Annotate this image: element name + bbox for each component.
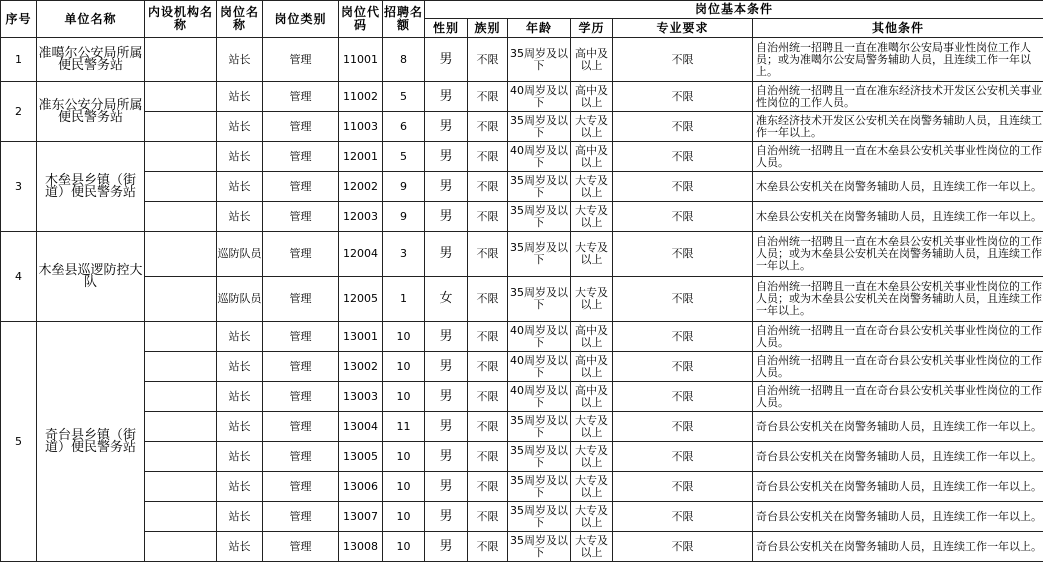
header-age: 年龄 — [508, 19, 571, 38]
gender: 男 — [425, 112, 468, 142]
post-category: 管理 — [263, 142, 339, 172]
ethnicity: 不限 — [468, 172, 508, 202]
other-conditions: 自治州统一招聘且一直在木垒县公安机关事业性岗位的工作人员。 — [753, 142, 1043, 172]
post-code: 13002 — [339, 352, 383, 382]
post-code: 13004 — [339, 412, 383, 442]
education: 高中及以上 — [571, 382, 613, 412]
post-name: 站长 — [217, 112, 263, 142]
post-code: 11001 — [339, 38, 383, 82]
row-index: 5 — [1, 322, 37, 562]
gender: 男 — [425, 142, 468, 172]
post-code: 12002 — [339, 172, 383, 202]
quota: 10 — [383, 442, 425, 472]
header-ethnicity: 族别 — [468, 19, 508, 38]
internal-dept-cell — [145, 322, 217, 352]
post-name: 站长 — [217, 532, 263, 562]
internal-dept-cell — [145, 142, 217, 172]
table-row — [1, 442, 1043, 472]
ethnicity: 不限 — [468, 142, 508, 172]
gender: 男 — [425, 82, 468, 112]
table-row — [1, 82, 1043, 112]
post-code: 13008 — [339, 532, 383, 562]
internal-dept-cell — [145, 277, 217, 322]
post-code: 11003 — [339, 112, 383, 142]
other-conditions: 奇台县公安机关在岗警务辅助人员，且连续工作一年以上。 — [753, 532, 1043, 562]
education: 高中及以上 — [571, 38, 613, 82]
post-category: 管理 — [263, 382, 339, 412]
table-body — [1, 38, 1043, 562]
quota: 10 — [383, 502, 425, 532]
ethnicity: 不限 — [468, 202, 508, 232]
header-index: 序号 — [1, 1, 37, 38]
age: 35周岁及以下 — [508, 472, 571, 502]
gender: 男 — [425, 172, 468, 202]
age: 35周岁及以下 — [508, 532, 571, 562]
header-internal-dept: 内设机构名称 — [145, 1, 217, 38]
education: 大专及以上 — [571, 442, 613, 472]
other-conditions: 准东经济技术开发区公安机关在岗警务辅助人员，且连续工作一年以上。 — [753, 112, 1043, 142]
post-name: 巡防队员 — [217, 277, 263, 322]
education: 大专及以上 — [571, 472, 613, 502]
internal-dept-cell — [145, 112, 217, 142]
other-conditions: 木垒县公安机关在岗警务辅助人员，且连续工作一年以上。 — [753, 172, 1043, 202]
row-index: 1 — [1, 38, 37, 82]
gender: 男 — [425, 202, 468, 232]
education: 高中及以上 — [571, 352, 613, 382]
major: 不限 — [613, 112, 753, 142]
table-row — [1, 38, 1043, 82]
age: 40周岁及以下 — [508, 382, 571, 412]
post-code: 13003 — [339, 382, 383, 412]
age: 35周岁及以下 — [508, 412, 571, 442]
internal-dept-cell — [145, 382, 217, 412]
gender: 男 — [425, 532, 468, 562]
age: 35周岁及以下 — [508, 202, 571, 232]
header-post-code: 岗位代码 — [339, 1, 383, 38]
quota: 3 — [383, 232, 425, 277]
major: 不限 — [613, 38, 753, 82]
quota: 9 — [383, 172, 425, 202]
education: 大专及以上 — [571, 502, 613, 532]
other-conditions: 自治州统一招聘且一直在准东经济技术开发区公安机关事业性岗位的工作人员。 — [753, 82, 1043, 112]
post-code: 13001 — [339, 322, 383, 352]
post-category: 管理 — [263, 172, 339, 202]
post-code: 13007 — [339, 502, 383, 532]
post-name: 站长 — [217, 82, 263, 112]
quota: 10 — [383, 472, 425, 502]
major: 不限 — [613, 82, 753, 112]
quota: 1 — [383, 277, 425, 322]
ethnicity: 不限 — [468, 502, 508, 532]
age: 35周岁及以下 — [508, 277, 571, 322]
header-major: 专业要求 — [613, 19, 753, 38]
education: 高中及以上 — [571, 142, 613, 172]
post-name: 站长 — [217, 472, 263, 502]
ethnicity: 不限 — [468, 382, 508, 412]
table-row — [1, 322, 1043, 352]
post-category: 管理 — [263, 322, 339, 352]
table-row — [1, 202, 1043, 232]
major: 不限 — [613, 232, 753, 277]
age: 35周岁及以下 — [508, 442, 571, 472]
post-name: 站长 — [217, 442, 263, 472]
quota: 8 — [383, 38, 425, 82]
table-row — [1, 352, 1043, 382]
gender: 男 — [425, 352, 468, 382]
age: 40周岁及以下 — [508, 352, 571, 382]
ethnicity: 不限 — [468, 472, 508, 502]
unit-name: 木垒县巡逻防控大队 — [37, 232, 145, 322]
other-conditions: 奇台县公安机关在岗警务辅助人员，且连续工作一年以上。 — [753, 472, 1043, 502]
unit-name: 木垒县乡镇（街道）便民警务站 — [37, 142, 145, 232]
education: 高中及以上 — [571, 82, 613, 112]
header-other: 其他条件 — [753, 19, 1043, 38]
post-name: 站长 — [217, 382, 263, 412]
header-education: 学历 — [571, 19, 613, 38]
other-conditions: 自治州统一招聘且一直在木垒县公安机关事业性岗位的工作人员；或为木垒县公安机关在岗警务辅助人员，且连续工作一年以上。 — [753, 232, 1043, 277]
post-name: 站长 — [217, 352, 263, 382]
header-quota: 招聘名额 — [383, 1, 425, 38]
other-conditions: 自治州统一招聘且一直在奇台县公安机关事业性岗位的工作人员。 — [753, 382, 1043, 412]
ethnicity: 不限 — [468, 38, 508, 82]
quota: 5 — [383, 82, 425, 112]
age: 35周岁及以下 — [508, 172, 571, 202]
ethnicity: 不限 — [468, 322, 508, 352]
other-conditions: 奇台县公安机关在岗警务辅助人员，且连续工作一年以上。 — [753, 502, 1043, 532]
quota: 6 — [383, 112, 425, 142]
ethnicity: 不限 — [468, 352, 508, 382]
table-row — [1, 277, 1043, 322]
post-category: 管理 — [263, 442, 339, 472]
header-post-name: 岗位名称 — [217, 1, 263, 38]
ethnicity: 不限 — [468, 82, 508, 112]
education: 高中及以上 — [571, 322, 613, 352]
major: 不限 — [613, 472, 753, 502]
internal-dept-cell — [145, 352, 217, 382]
post-category: 管理 — [263, 202, 339, 232]
table-row — [1, 172, 1043, 202]
post-category: 管理 — [263, 412, 339, 442]
header-basic-conditions: 岗位基本条件 — [425, 1, 1043, 19]
table-row — [1, 142, 1043, 172]
education: 大专及以上 — [571, 202, 613, 232]
quota: 9 — [383, 202, 425, 232]
post-code: 12001 — [339, 142, 383, 172]
ethnicity: 不限 — [468, 412, 508, 442]
post-category: 管理 — [263, 232, 339, 277]
post-category: 管理 — [263, 532, 339, 562]
gender: 男 — [425, 322, 468, 352]
age: 35周岁及以下 — [508, 502, 571, 532]
post-name: 站长 — [217, 502, 263, 532]
post-name: 站长 — [217, 142, 263, 172]
internal-dept-cell — [145, 82, 217, 112]
post-category: 管理 — [263, 38, 339, 82]
unit-name: 奇台县乡镇（街道）便民警务站 — [37, 322, 145, 562]
age: 40周岁及以下 — [508, 82, 571, 112]
major: 不限 — [613, 172, 753, 202]
other-conditions: 木垒县公安机关在岗警务辅助人员，且连续工作一年以上。 — [753, 202, 1043, 232]
post-category: 管理 — [263, 112, 339, 142]
header-post-category: 岗位类别 — [263, 1, 339, 38]
quota: 5 — [383, 142, 425, 172]
row-index: 2 — [1, 82, 37, 142]
ethnicity: 不限 — [468, 532, 508, 562]
ethnicity: 不限 — [468, 232, 508, 277]
table-row — [1, 412, 1043, 442]
unit-name: 准东公安分局所属便民警务站 — [37, 82, 145, 142]
internal-dept-cell — [145, 232, 217, 277]
other-conditions: 自治州统一招聘且一直在木垒县公安机关事业性岗位的工作人员；或为木垒县公安机关在岗警务辅助人员，且连续工作一年以上。 — [753, 277, 1043, 322]
other-conditions: 奇台县公安机关在岗警务辅助人员，且连续工作一年以上。 — [753, 412, 1043, 442]
header-unit-name: 单位名称 — [37, 1, 145, 38]
quota: 10 — [383, 382, 425, 412]
table-row — [1, 532, 1043, 562]
major: 不限 — [613, 412, 753, 442]
gender: 男 — [425, 38, 468, 82]
table-row — [1, 382, 1043, 412]
major: 不限 — [613, 352, 753, 382]
post-category: 管理 — [263, 472, 339, 502]
education: 大专及以上 — [571, 232, 613, 277]
post-category: 管理 — [263, 277, 339, 322]
row-index: 3 — [1, 142, 37, 232]
table-row — [1, 472, 1043, 502]
post-name: 站长 — [217, 322, 263, 352]
internal-dept-cell — [145, 532, 217, 562]
ethnicity: 不限 — [468, 112, 508, 142]
quota: 10 — [383, 322, 425, 352]
ethnicity: 不限 — [468, 277, 508, 322]
age: 35周岁及以下 — [508, 232, 571, 277]
major: 不限 — [613, 382, 753, 412]
internal-dept-cell — [145, 442, 217, 472]
internal-dept-cell — [145, 202, 217, 232]
gender: 男 — [425, 232, 468, 277]
quota: 11 — [383, 412, 425, 442]
post-code: 13005 — [339, 442, 383, 472]
gender: 男 — [425, 412, 468, 442]
internal-dept-cell — [145, 172, 217, 202]
major: 不限 — [613, 142, 753, 172]
major: 不限 — [613, 532, 753, 562]
row-index: 4 — [1, 232, 37, 322]
gender: 女 — [425, 277, 468, 322]
quota: 10 — [383, 532, 425, 562]
internal-dept-cell — [145, 412, 217, 442]
age: 35周岁及以下 — [508, 112, 571, 142]
other-conditions: 自治州统一招聘且一直在准噶尔公安局事业性岗位工作人员；或为准噶尔公安局警务辅助人员，且连续工作一年以上。 — [753, 38, 1043, 82]
post-name: 站长 — [217, 412, 263, 442]
post-name: 站长 — [217, 172, 263, 202]
unit-name: 准噶尔公安局所属便民警务站 — [37, 38, 145, 82]
post-category: 管理 — [263, 82, 339, 112]
post-name: 巡防队员 — [217, 232, 263, 277]
education: 大专及以上 — [571, 412, 613, 442]
gender: 男 — [425, 502, 468, 532]
header-gender: 性别 — [425, 19, 468, 38]
age: 40周岁及以下 — [508, 142, 571, 172]
internal-dept-cell — [145, 38, 217, 82]
education: 大专及以上 — [571, 172, 613, 202]
age: 35周岁及以下 — [508, 38, 571, 82]
post-name: 站长 — [217, 38, 263, 82]
post-name: 站长 — [217, 202, 263, 232]
major: 不限 — [613, 442, 753, 472]
major: 不限 — [613, 322, 753, 352]
table-row — [1, 112, 1043, 142]
other-conditions: 自治州统一招聘且一直在奇台县公安机关事业性岗位的工作人员。 — [753, 322, 1043, 352]
education: 大专及以上 — [571, 112, 613, 142]
post-code: 12003 — [339, 202, 383, 232]
post-category: 管理 — [263, 352, 339, 382]
other-conditions: 奇台县公安机关在岗警务辅助人员，且连续工作一年以上。 — [753, 442, 1043, 472]
major: 不限 — [613, 277, 753, 322]
internal-dept-cell — [145, 472, 217, 502]
table-row — [1, 502, 1043, 532]
post-code: 13006 — [339, 472, 383, 502]
education: 大专及以上 — [571, 532, 613, 562]
major: 不限 — [613, 202, 753, 232]
gender: 男 — [425, 382, 468, 412]
quota: 10 — [383, 352, 425, 382]
gender: 男 — [425, 472, 468, 502]
post-category: 管理 — [263, 502, 339, 532]
ethnicity: 不限 — [468, 442, 508, 472]
gender: 男 — [425, 442, 468, 472]
education: 大专及以上 — [571, 277, 613, 322]
table-row — [1, 232, 1043, 277]
age: 40周岁及以下 — [508, 322, 571, 352]
post-code: 11002 — [339, 82, 383, 112]
major: 不限 — [613, 502, 753, 532]
other-conditions: 自治州统一招聘且一直在奇台县公安机关事业性岗位的工作人员。 — [753, 352, 1043, 382]
internal-dept-cell — [145, 502, 217, 532]
post-code: 12004 — [339, 232, 383, 277]
post-code: 12005 — [339, 277, 383, 322]
